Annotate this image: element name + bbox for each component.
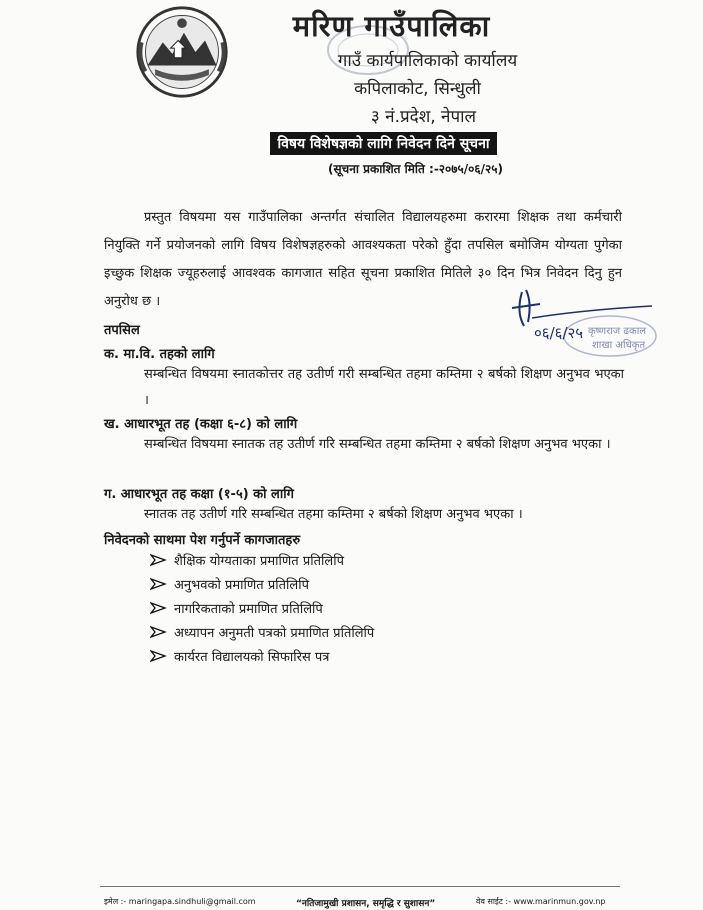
list-item bbox=[150, 548, 374, 572]
office-location: कपिलाकोट, सिन्धुली bbox=[354, 79, 481, 99]
document-label: नागरिकताको प्रमाणित प्रतिलिपि bbox=[174, 602, 323, 617]
footer-divider bbox=[100, 886, 620, 887]
footer-slogan: “नतिजामुखी प्रशासन, समृद्धि र सुशासन” bbox=[296, 899, 436, 909]
office-name: गाउँ कार्यपालिकाको कार्यालय bbox=[337, 51, 518, 71]
publish-date: (सूचना प्रकाशित मिति :-२०७५/०६/२५) bbox=[328, 162, 503, 176]
list-item bbox=[150, 620, 374, 644]
arrow-bullet-icon bbox=[150, 578, 168, 590]
intro-paragraph-text: प्रस्तुत विषयमा यस गाउँपालिका अन्तर्गत संचालित विद्यालयहरुमा करारमा शिक्षक तथा कर्मचारी नियुक्ति गर्ने प्रयोजनको लागि विषय विशेषज्ञहरुको आवश्यकता परेको हुँदा तपसिल बमोजिम योग्यता पुगेका इच्छुक शिक्षक ज्यूहरुलाई आवश्वक कागजात सहित सूचना प्रकाशित मितिले ३० दिन भित्र निवेदन दिनु हुन अनुरोध छ । bbox=[104, 210, 622, 309]
arrow-bullet-icon bbox=[150, 554, 168, 566]
section-text: सम्बन्धित विषयमा स्नातकोत्तर तह उतीर्ण गरी सम्बन्धित तहमा कम्तिमा २ बर्षको शिक्षण अनुभव भएका । bbox=[144, 367, 624, 408]
footer-email: इमेल :- maringapa.sindhuli@gmail.com bbox=[104, 897, 256, 906]
arrow-bullet-icon bbox=[150, 626, 168, 638]
document-label: कार्यरत विद्यालयको सिफारिस पत्र bbox=[174, 650, 330, 665]
notice-subject: विषय विशेषज्ञको लागि निवेदन दिने सूचना bbox=[270, 132, 498, 155]
stamp-name: कृष्णराज ढकाल bbox=[588, 326, 647, 337]
section-heading: ख. आधारभूत तह (कक्षा ६-८) को लागि bbox=[104, 417, 298, 432]
signature-stamp bbox=[492, 282, 662, 362]
list-item bbox=[150, 644, 374, 668]
document-label: शैक्षिक योग्यताका प्रमाणित प्रतिलिपि bbox=[174, 554, 344, 569]
documents-list bbox=[150, 548, 374, 668]
stamp-title: शाखा अधिकृत bbox=[592, 340, 646, 351]
signature-date: ०६/६/२५ bbox=[534, 324, 584, 342]
province-line: ३ नं.प्रदेश, नेपाल bbox=[370, 107, 477, 127]
list-item bbox=[150, 596, 374, 620]
municipality-title: मरिण गाउँपालिका bbox=[292, 9, 491, 43]
document-label: अनुभवको प्रमाणित प्रतिलिपि bbox=[174, 578, 309, 593]
tapsil-heading: तपसिल bbox=[104, 323, 140, 338]
section-text: स्नातक तह उतीर्ण गरि सम्बन्धित तहमा कम्तिमा २ बर्षको शिक्षण अनुभव भएका । bbox=[144, 507, 523, 522]
list-item bbox=[150, 572, 374, 596]
section-text: सम्बन्धित विषयमा स्नातक तह उतीर्ण गरि सम्बन्धित तहमा कम्तिमा २ बर्षको शिक्षण अनुभव भएका । bbox=[144, 437, 611, 452]
arrow-bullet-icon bbox=[150, 650, 168, 662]
document-label: अध्यापन अनुमती पत्रको प्रमाणित प्रतिलिपि bbox=[174, 626, 375, 641]
arrow-bullet-icon bbox=[150, 602, 168, 614]
section-heading: क. मा.वि. तहको लागि bbox=[104, 347, 215, 362]
documents-heading: निवेदनको साथमा पेश गर्नुपर्ने कागजातहरु bbox=[104, 533, 301, 548]
footer-website: वेव साईट :- www.marinmun.gov.np bbox=[476, 897, 606, 906]
section-heading: ग. आधारभूत तह कक्षा (१-५) को लागि bbox=[104, 487, 294, 502]
